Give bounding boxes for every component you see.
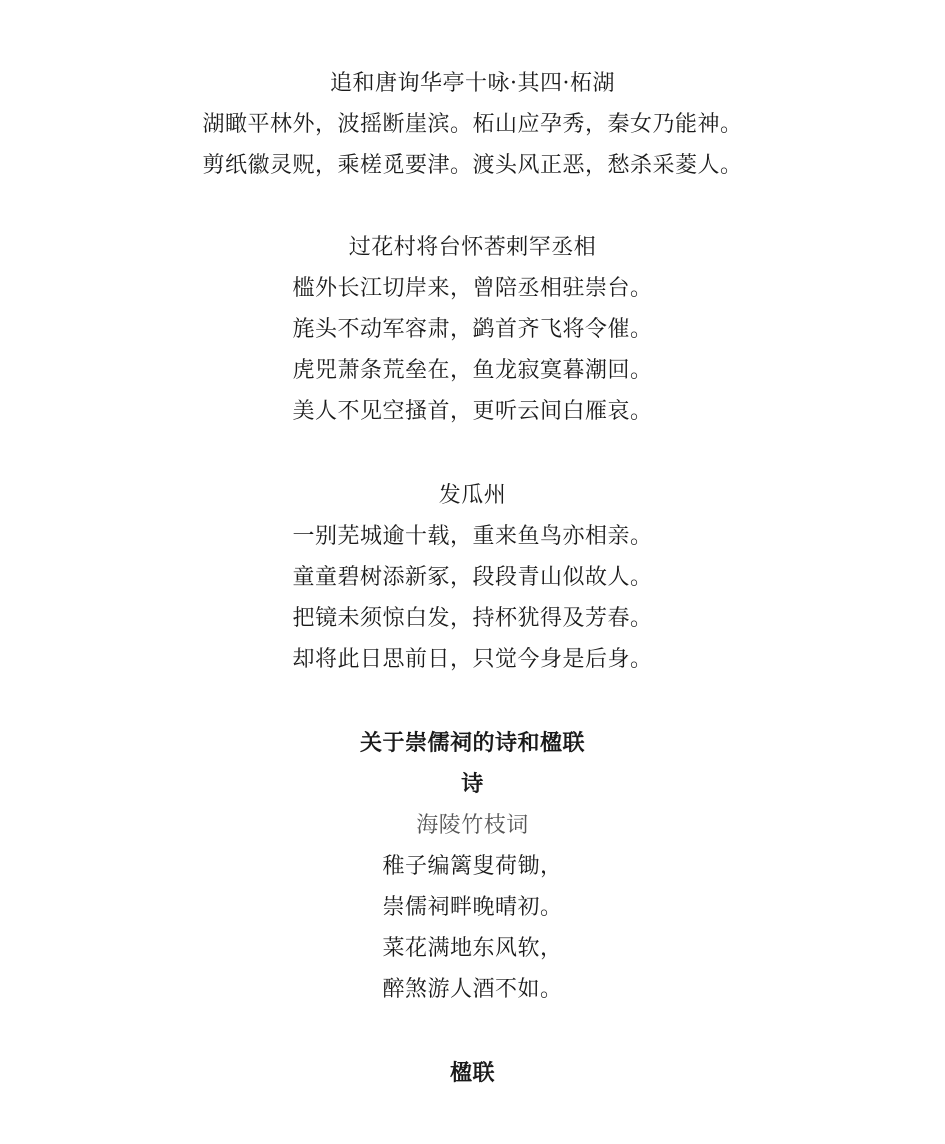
poem-line: 虎兕萧条荒垒在，鱼龙寂寞暮潮回。	[292, 358, 653, 383]
poem-line: 却将此日思前日，只觉今身是后身。	[292, 647, 653, 672]
couplet-heading: 楹联	[449, 1060, 495, 1086]
poem-line: 崇儒祠畔晚晴初。	[382, 895, 563, 920]
poem-line: 菜花满地东风软，	[382, 936, 563, 961]
poem-line: 童童碧树添新冢，段段青山似故人。	[292, 565, 653, 590]
poem-line: 醉煞游人酒不如。	[382, 977, 563, 1002]
poem-line: 旄头不动军容肃，鹢首齐飞将令催。	[292, 317, 653, 342]
poem-line: 美人不见空搔首，更听云间白雁哀。	[292, 399, 653, 424]
poem-line: 一别芜城逾十载，重来鱼鸟亦相亲。	[292, 524, 653, 549]
poem-title: 过花村将台怀莕剌罕丞相	[348, 235, 597, 260]
poem-line: 把镜未须惊白发，持杯犹得及芳春。	[292, 606, 653, 631]
poem-title: 发瓜州	[438, 483, 507, 508]
poetry-heading: 诗	[461, 771, 484, 797]
poem-line: 稚子编篱叟荷锄，	[382, 854, 563, 879]
poem-line: 剪纸徽灵贶，乘槎觅要津。渡头风正恶，愁杀采菱人。	[202, 153, 743, 178]
poem-line: 槛外长江切岸来，曾陪丞相驻崇台。	[292, 276, 653, 301]
poem-title: 追和唐询华亭十咏·其四·柘湖	[330, 71, 615, 96]
section-heading: 关于崇儒祠的诗和楹联	[359, 730, 585, 756]
poem-title: 海陵竹枝词	[416, 813, 529, 838]
poem-line: 湖瞰平林外，波摇断崖滨。柘山应孕秀，秦女乃能神。	[202, 112, 743, 137]
